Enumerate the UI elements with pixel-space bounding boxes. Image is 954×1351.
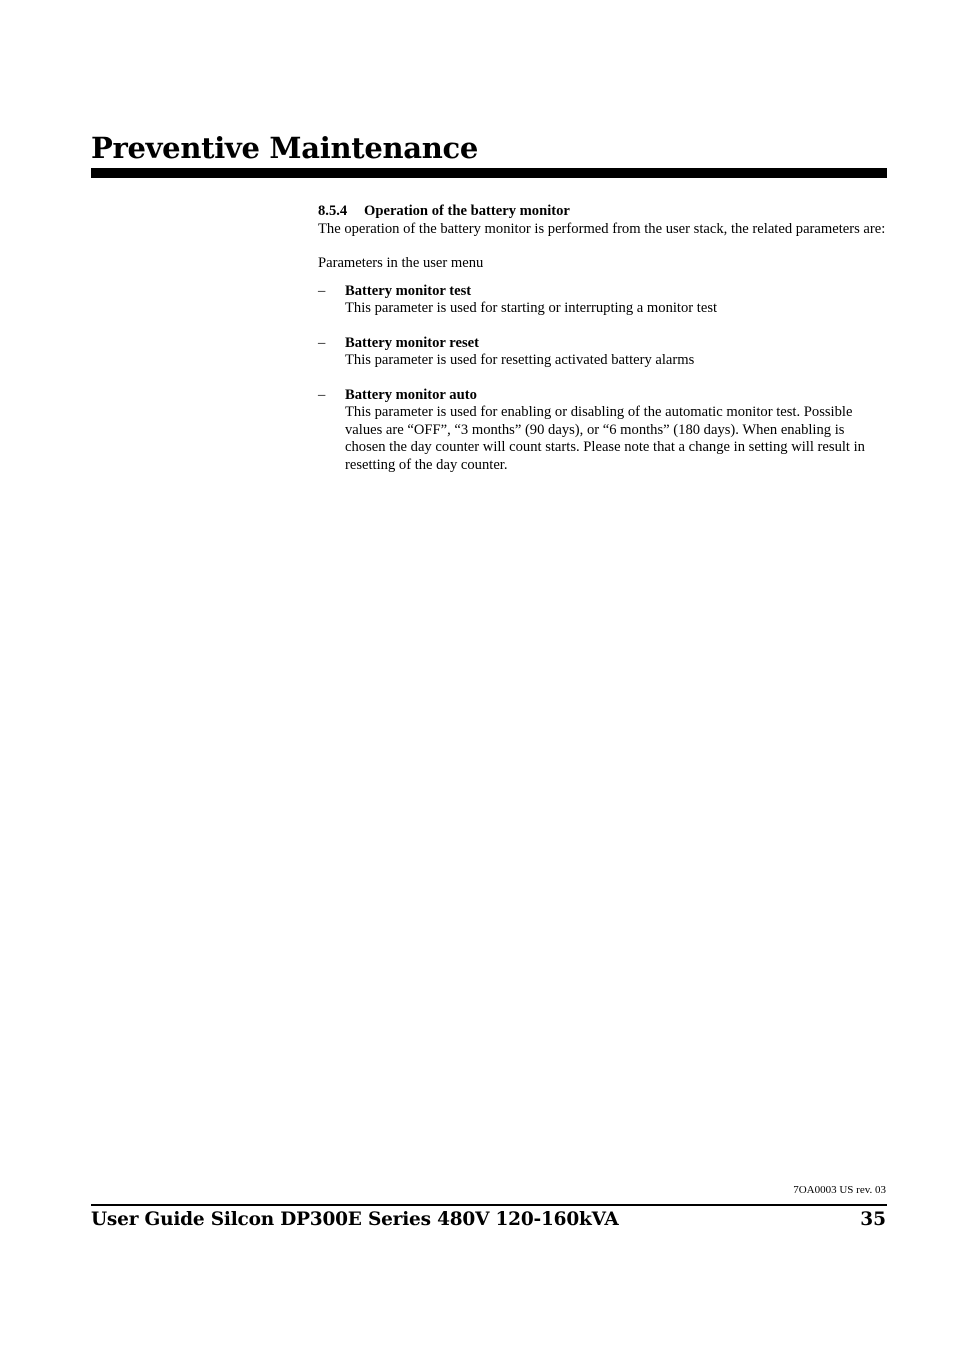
list-dash: – [318, 282, 326, 299]
section-number: 8.5.4 [318, 203, 348, 219]
section-heading [318, 203, 888, 221]
list-heading: Parameters in the user menu [318, 255, 484, 271]
section-content [318, 203, 888, 474]
section-intro: The operation of the battery monitor is performed from the user stack, the related parameters are: [318, 220, 886, 237]
page-number: 35 [860, 1209, 886, 1230]
parameter-name: Battery monitor test [345, 282, 472, 299]
footer-title: User Guide Silcon DP300E Series 480V 120-160kVA [91, 1209, 619, 1230]
parameter-description: This parameter is used for starting or interrupting a monitor test [345, 300, 718, 316]
parameter-description: This parameter is used for enabling or disabling of the automatic monitor test. Possible values are “OFF”, “3 months” (90 days), or “6 months” (180 days). When enabling is chosen the day counter will count starts. Please note that a change in setting will result in resetting of the day counter. [345, 404, 865, 473]
chapter-title: Preventive Maintenance [91, 131, 479, 165]
list-dash: – [318, 386, 326, 403]
parameter-item [318, 335, 888, 370]
footer-rule [91, 1204, 887, 1206]
list-dash: – [318, 334, 326, 351]
parameter-description: This parameter is used for resetting activated battery alarms [345, 352, 695, 368]
parameter-item [318, 387, 888, 475]
parameter-item [318, 283, 888, 318]
title-rule [91, 168, 887, 178]
document-reference: 7OA0003 US rev. 03 [793, 1184, 886, 1196]
parameter-name: Battery monitor reset [345, 334, 480, 351]
parameter-name: Battery monitor auto [345, 386, 477, 403]
section-title: Operation of the battery monitor [364, 203, 570, 219]
